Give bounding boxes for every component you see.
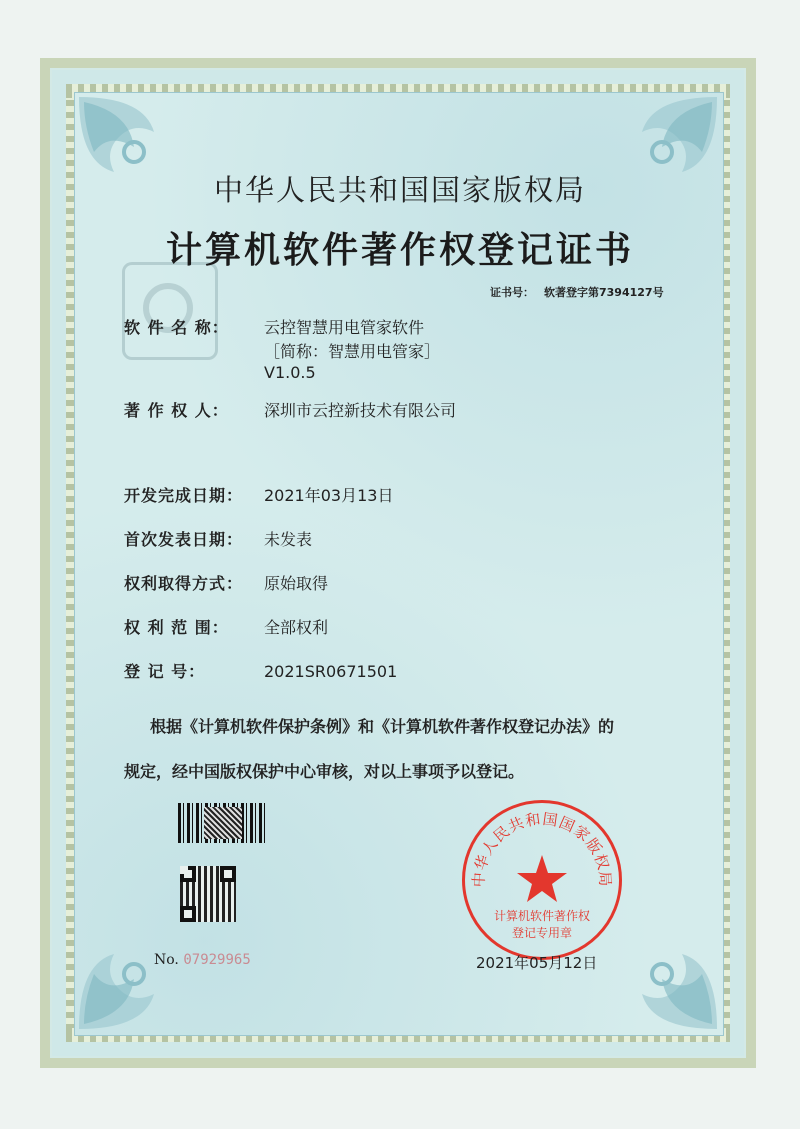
serial-number-value: 07929965 — [183, 952, 251, 968]
completion-date-value: 2021年03月13日 — [264, 486, 394, 505]
software-name-label: 软 件 名 称： — [124, 318, 229, 337]
barcode-pattern — [204, 807, 242, 839]
corner-ornament-top-right — [572, 92, 722, 242]
acquisition-method-row — [124, 571, 328, 594]
certificate-number-value: 软著登字第7394127号 — [544, 286, 664, 299]
completion-date-label: 开发完成日期： — [124, 486, 244, 505]
software-name-row — [124, 315, 424, 338]
watermark-emblem — [122, 262, 218, 360]
software-name-value: 云控智慧用电管家软件 — [264, 318, 425, 337]
acquisition-method-value: 原始取得 — [264, 574, 329, 593]
software-short-name: ［简称：智慧用电管家］ — [264, 342, 441, 361]
serial-prefix: No. — [154, 952, 179, 968]
serial-number — [154, 952, 251, 968]
first-publication-label: 首次发表日期： — [124, 530, 244, 549]
copyright-owner-value: 深圳市云控新技术有限公司 — [264, 401, 457, 420]
issuing-authority: 中华人民共和国国家版权局 — [213, 173, 586, 207]
statement-line-2: 规定，经中国版权保护中心审核，对以上事项予以登记。 — [124, 762, 525, 781]
rights-scope-value: 全部权利 — [264, 618, 329, 637]
registration-number-row — [124, 659, 397, 682]
software-version: V1.0.5 — [264, 363, 316, 382]
certificate-number — [490, 284, 730, 300]
statement-line-1: 根据《计算机软件保护条例》和《计算机软件著作权登记办法》的 — [150, 717, 615, 736]
seal-star-icon — [517, 855, 567, 902]
qr-code — [180, 866, 236, 922]
issue-date: 2021年05月12日 — [476, 954, 598, 972]
copyright-owner-label: 著 作 权 人： — [124, 401, 229, 420]
copyright-owner-row — [124, 398, 456, 421]
registration-number-value: 2021SR0671501 — [264, 662, 398, 681]
seal-line-1: 计算机软件著作权 — [493, 909, 590, 923]
official-seal — [462, 800, 622, 960]
barcode — [178, 803, 268, 843]
first-publication-row — [124, 527, 312, 550]
acquisition-method-label: 权利取得方式： — [124, 574, 244, 593]
first-publication-value: 未发表 — [264, 530, 313, 549]
seal-arc-text: 中华人民共和国国家版权局 — [469, 809, 615, 888]
certificate-title: 计算机软件著作权登记证书 — [165, 230, 634, 271]
rights-scope-label: 权 利 范 围： — [124, 618, 229, 637]
corner-ornament-top-left — [74, 92, 224, 242]
certificate-number-label: 证书号： — [490, 286, 534, 299]
rights-scope-row — [124, 615, 328, 638]
registration-number-label: 登 记 号： — [124, 662, 206, 681]
seal-line-2: 登记专用章 — [511, 926, 572, 940]
completion-date-row — [124, 483, 393, 506]
